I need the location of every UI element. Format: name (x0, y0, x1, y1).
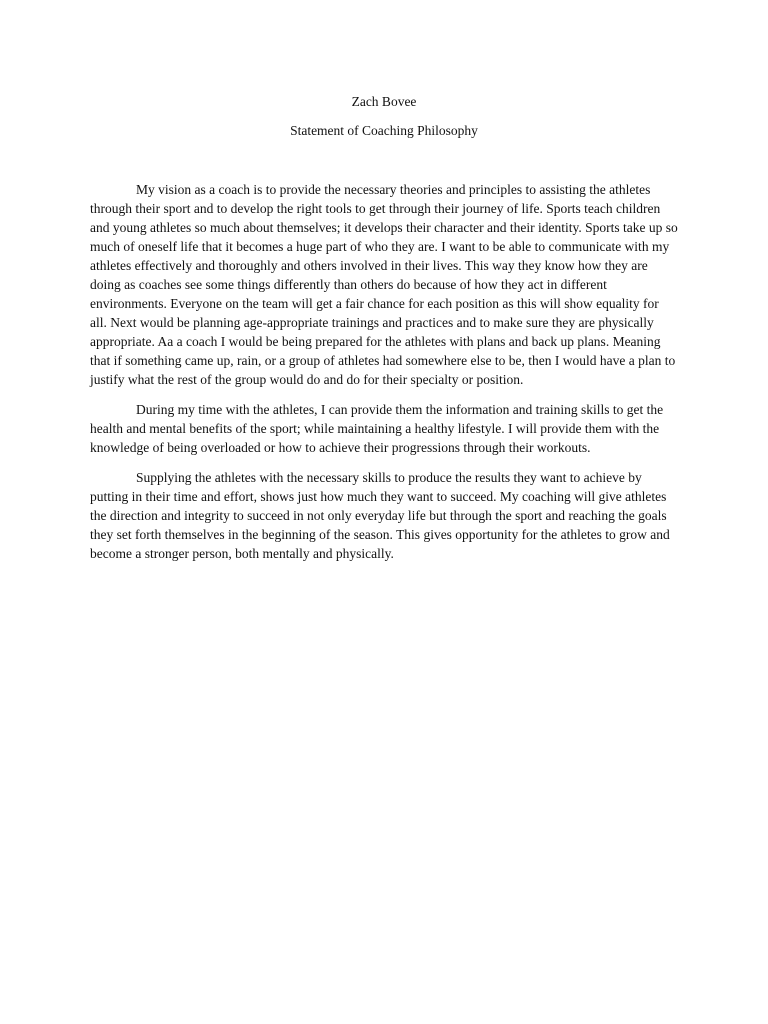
document-title: Statement of Coaching Philosophy (290, 123, 478, 138)
paragraph-2: During my time with the athletes, I can provide them the information and training skills to get the health and mental benefits of the sport; while maintaining a healthy lifestyle. I will provide them with the knowledge of being overloaded or how to achieve their progressions through their workouts. (90, 402, 664, 455)
paragraph-1: My vision as a coach is to provide the necessary theories and principles to assisting the athletes through their sport and to develop the right tools to get through their journey of life. Sports teach children and young athletes so much about themselves; it develops their character and their identity. Sports take up so much of oneself life that it becomes a huge part of who they are. I want to be able to communicate with my athletes effectively and thoroughly and others involved in their lives. This way they know how they are doing as coaches see some things differently than others do because of how they act in different environments. Everyone on the team will get a fair chance for each position as this will show equality for all. Next would be planning age-appropriate trainings and practices and to make sure they are physically appropriate. Aa a coach I would be being prepared for the athletes with plans and back up plans. Meaning that if something came up, rain, or a group of athletes had somewhere else to be, then I would have a plan to justify what the rest of the group would do and do for their specialty or position. (90, 182, 678, 387)
document-body (90, 180, 678, 574)
author-name: Zach Bovee (351, 94, 417, 109)
paragraph-3: Supplying the athletes with the necessary skills to produce the results they want to achieve by putting in their time and effort, shows just how much they want to succeed. My coaching will give athletes the direction and integrity to succeed in not only everyday life but through the sport and reaching the goals they set forth themselves in the beginning of the season. This gives opportunity for the athletes to grow and become a stronger person, both mentally and physically. (90, 470, 670, 561)
